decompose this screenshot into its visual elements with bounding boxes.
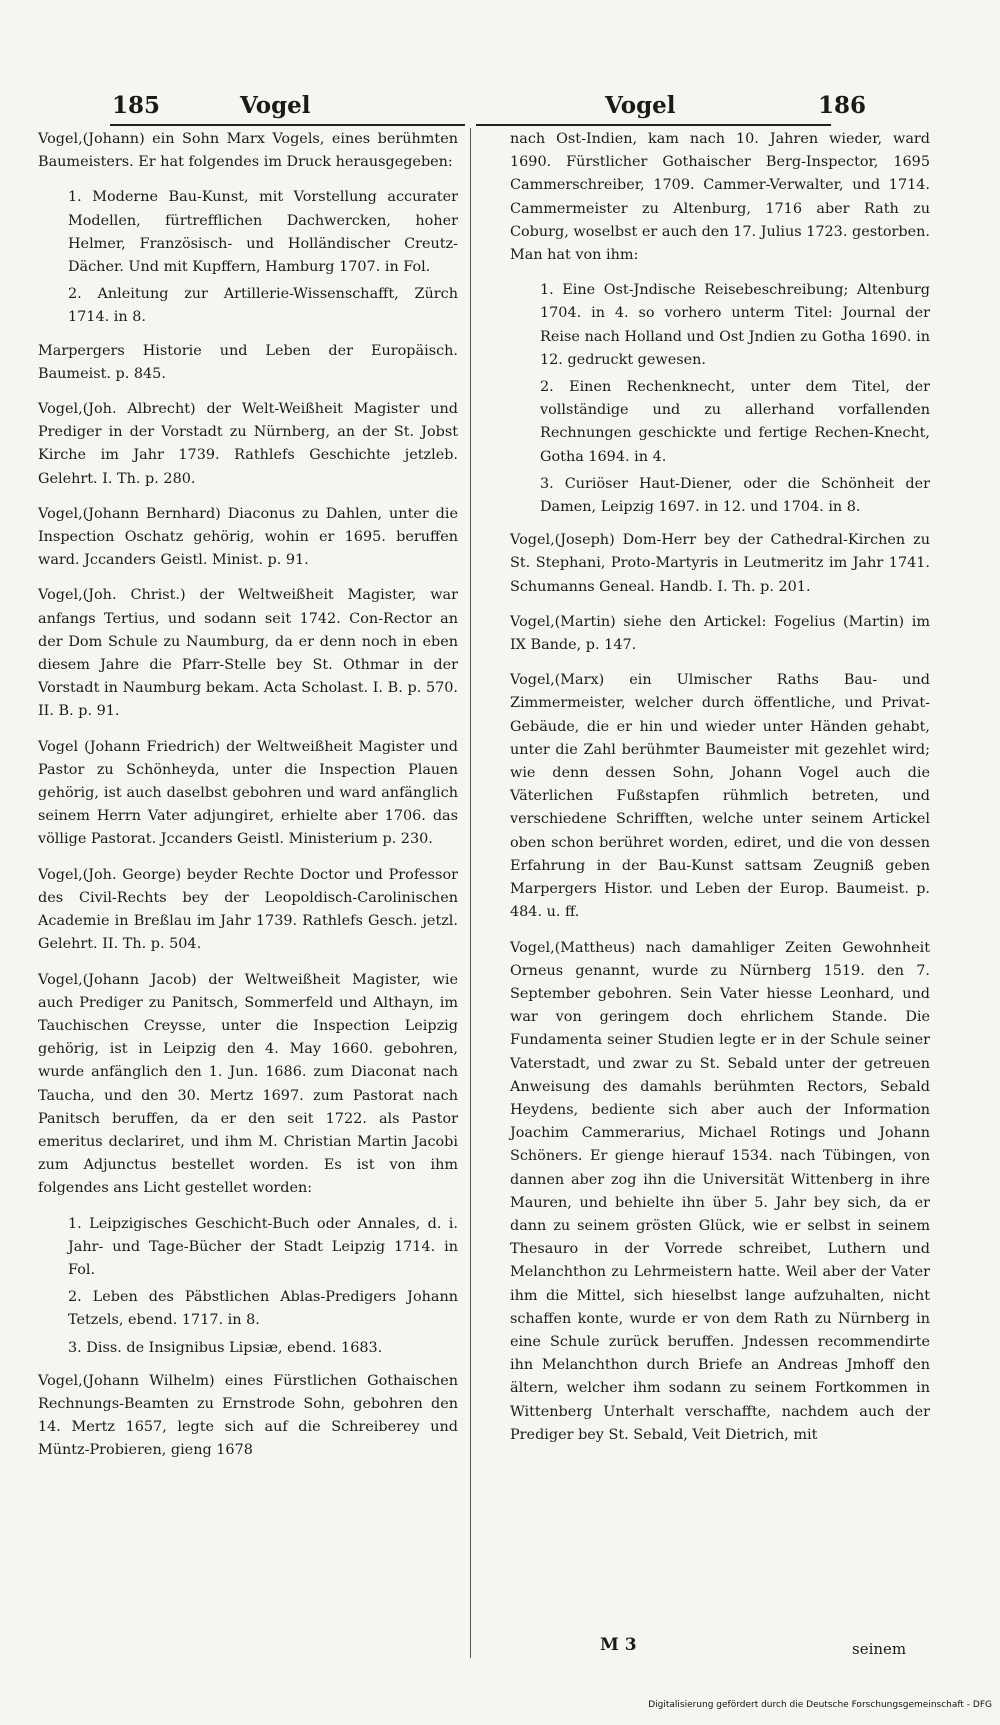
entry-johann-wilhelm-works bbox=[510, 279, 930, 519]
entry-mattheus: Vogel,(Mattheus) nach damahliger Zeiten Gewohnheit Orneus genannt, wurde zu Nürnberg 1519. den 7. September gebohren. Sein Vater hiesse Leonhard, und war von geringem doch ehrlichem Stande. Die Fundamenta seiner Studien legte er in der Schule seiner Vaterstadt, und zwar zu St. Sebald unter der getreuen Anweisung des damahls berühmten Rectors, Sebald Heydens, bediente sich aber auch der Information Joachim Cammerarius, Michael Rotings und Johann Schöners. Er gienge hierauf 1534. nach Tübingen, von dannen aber zog ihn die Universität Wittenberg in ihre Mauren, und behielte ihn über 5. Jahr bey sich, da er dann zu seinem grösten Glück, wie er selbst in seinem Thesauro in der Vorrede schreibet, Luthern und Melanchthon zu Lehrmeistern hatte. Weil aber der Vater ihm die Mittel, sich hieselbst lange aufzuhalten, nicht schaffen konte, wurde er von dem Rath zu Nürnberg in eine Schule zurück beruffen. Jndessen recommendirte ihn Melanchthon durch Briefe an Andreas Jmhoff den ältern, welcher ihm sodann zu seinem Fortkommen in Wittenberg Unterhalt verschaffte, nachdem auch der Prediger bey St. Sebald, Veit Dietrich, mit bbox=[510, 939, 930, 1443]
list-item: 2. Einen Rechenknecht, unter dem Titel, der vollständige und zu allerhand vorfallenden Rechnungen geschickte und fertige Rechen-Knecht, Gotha 1694. in 4. bbox=[540, 379, 930, 465]
catchword: seinem bbox=[852, 1640, 907, 1658]
entry-joh-albrecht: Vogel,(Joh. Albrecht) der Welt-Weißheit Magister und Prediger in der Vorstadt zu Nürnberg, an der St. Jobst Kirche im Jahr 1739. Rathlefs Geschichte jetzleb. Gelehrt. I. Th. p. 280. bbox=[38, 401, 458, 487]
left-header-rule bbox=[110, 124, 465, 126]
entry-marx: Vogel,(Marx) ein Ulmischer Raths Bau- und Zimmermeister, welcher durch öffentliche, und Privat-Gebäude, die er hin und wieder unter Händen gehabt, unter die Zahl berühmter Baumeister mit gezehlet wird; wie denn dessen Sohn, Johann Vogel auch die Väterlichen Fußstapfen rühmlich betreten, und verschiedene Schrifften, welche unter seinem Artickel oben schon berühret worden, ediret, und die von dessen Erfahrung in der Bau-Kunst sattsam Zeugniß geben Marpergers Histor. und Leben der Europ. Baumeist. p. 484. u. ff. bbox=[510, 672, 930, 921]
signature-mark: M 3 bbox=[600, 1635, 637, 1655]
right-page-number: 186 bbox=[818, 92, 867, 119]
entry-johann-reference: Marpergers Historie und Leben der Europäisch. Baumeist. p. 845. bbox=[38, 342, 458, 382]
entry-johann-friedrich: Vogel (Johann Friedrich) der Weltweißheit Magister und Pastor zu Schönheyda, unter die Inspection Plauen gehörig, ist auch daselbst gebohren und ward anfänglich seinem Herrn Vater adjungiret, erhielte aber 1706. das völlige Pastorat. Jccanders Geistl. Ministerium p. 230. bbox=[38, 738, 458, 848]
list-item: 3. Diss. de Insignibus Lipsiæ, ebend. 1683. bbox=[68, 1339, 383, 1356]
list-item: 3. Curiöser Haut-Diener, oder die Schönheit der Damen, Leipzig 1697. in 12. und 1704. in 8. bbox=[540, 475, 930, 516]
right-header-rule bbox=[476, 124, 831, 126]
entry-martin: Vogel,(Martin) siehe den Artickel: Fogelius (Martin) im IX Bande, p. 147. bbox=[510, 613, 930, 654]
list-item: 1. Eine Ost-Jndische Reisebeschreibung; Altenburg 1704. in 4. so vorhero unterm Titel: Journal der Reise nach Holland und Ost Jndien zu Gotha 1690. in 12. gedruckt gewesen. bbox=[540, 282, 930, 368]
list-item: 2. Anleitung zur Artillerie-Wissenschafft, Zürch 1714. in 8. bbox=[68, 286, 458, 326]
entry-johann: Vogel,(Johann) ein Sohn Marx Vogels, eines berühmten Baumeisters. Er hat folgendes im Druck herausgegeben: bbox=[38, 131, 458, 171]
entry-johann-jacob-works bbox=[38, 1213, 458, 1360]
entry-joh-christ: Vogel,(Joh. Christ.) der Weltweißheit Magister, war anfangs Tertius, und sodann seit 1742. Con-Rector an der Dom Schule zu Naumburg, da er denn noch in eben diesem Jahre die Pfarr-Stelle bey St. Othmar in der Vorstadt in Naumburg bekam. Acta Scholast. I. B. p. 570. II. B. p. 91. bbox=[38, 587, 458, 720]
entry-johann-jacob: Vogel,(Johann Jacob) der Weltweißheit Magister, wie auch Prediger zu Panitsch, Sommerfeld und Althayn, im Tauchischen Creysse, unter die Inspection Leipzig gehörig, ist in Leipzig den 4. May 1660. gebohren, wurde anfänglich den 1. Jun. 1686. zum Diaconat nach Taucha, und den 30. Mertz 1697. zum Pastorat nach Panitsch beruffen, da er den seit 1722. als Pastor emeritus declariret, und ihm M. Christian Martin Jacobi zum Adjunctus bestellet worden. Es ist von ihm folgendes ans Licht gestellet worden: bbox=[38, 971, 458, 1197]
list-item: 2. Leben des Päbstlichen Ablas-Predigers Johann Tetzels, ebend. 1717. in 8. bbox=[68, 1289, 458, 1329]
digitization-footer: Digitalisierung gefördert durch die Deutsche Forschungsgemeinschaft - DFG bbox=[648, 1700, 992, 1710]
list-item: 1. Moderne Bau-Kunst, mit Vorstellung accurater Modellen, fürtrefflichen Dachwercken, hoher Helmer, Französisch- und Holländischer Creutz-Dächer. Und mit Kupffern, Hamburg 1707. in Fol. bbox=[68, 189, 458, 276]
entry-johann-bernhard: Vogel,(Johann Bernhard) Diaconus zu Dahlen, unter die Inspection Oschatz gehörig, wohin er 1695. beruffen ward. Jccanders Geistl. Minist. p. 91. bbox=[38, 505, 458, 569]
left-column bbox=[38, 128, 458, 1475]
right-column bbox=[510, 128, 930, 1459]
right-running-head: Vogel bbox=[605, 92, 676, 119]
entry-johann-wilhelm: Vogel,(Johann Wilhelm) eines Fürstlichen Gothaischen Rechnungs-Beamten zu Ernstrode Sohn, gebohren den 14. Mertz 1657, legte sich auf die Schreiberey und Müntz-Probieren, gieng 1678 bbox=[38, 1372, 458, 1459]
entry-johann-wilhelm-continued: nach Ost-Indien, kam nach 10. Jahren wieder, ward 1690. Fürstlicher Gothaischer Berg-Inspector, 1695 Cammerschreiber, 1709. Cammer-Verwalter, und 1714. Cammermeister zu Altenburg, 1716 aber Rath zu Coburg, woselbst er auch den 17. Julius 1723. gestorben. Man hat von ihm: bbox=[510, 131, 930, 264]
entry-joseph: Vogel,(Joseph) Dom-Herr bey der Cathedral-Kirchen zu St. Stephani, Proto-Martyris in Leutmeritz im Jahr 1741. Schumanns Geneal. Handb. I. Th. p. 201. bbox=[510, 532, 930, 595]
left-running-head: Vogel bbox=[240, 92, 311, 119]
list-item: 1. Leipzigisches Geschicht-Buch oder Annales, d. i. Jahr- und Tage-Bücher der Stadt Leipzig 1714. in Fol. bbox=[68, 1215, 458, 1278]
entry-johann-works bbox=[38, 186, 458, 329]
entry-joh-george: Vogel,(Joh. George) beyder Rechte Doctor und Professor des Civil-Rechts bey der Leopoldisch-Carolinischen Academie in Breßlau im Jahr 1739. Rathlefs Gesch. jetzl. Gelehrt. II. Th. p. 504. bbox=[38, 866, 458, 953]
column-divider bbox=[470, 128, 471, 1658]
left-page-number: 185 bbox=[112, 92, 161, 119]
